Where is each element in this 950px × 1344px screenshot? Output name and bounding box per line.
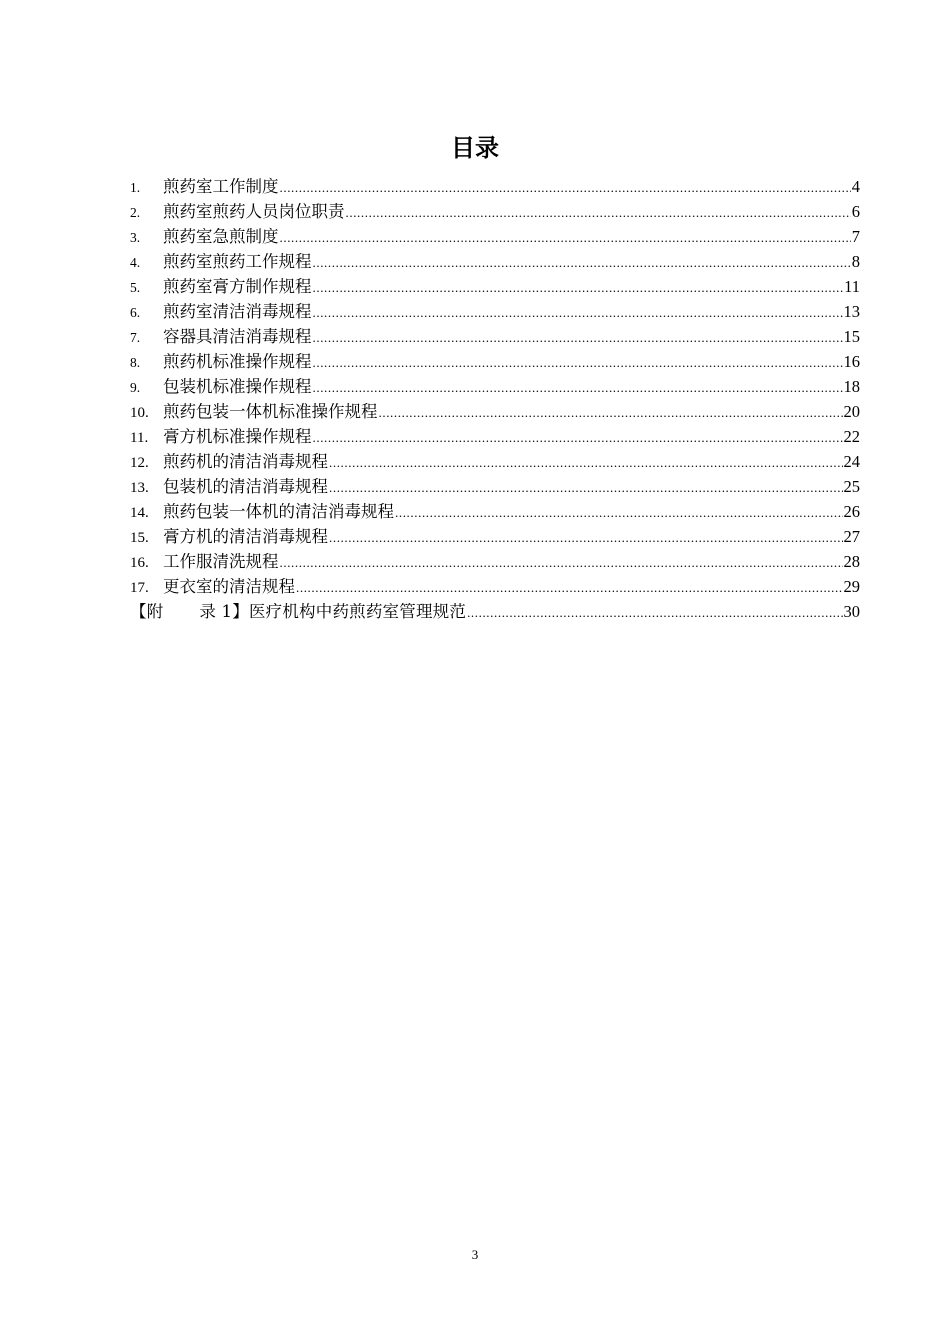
toc-entry-title: 煎药室煎药工作规程 — [163, 252, 312, 271]
toc-entry-page: 27 — [843, 527, 860, 546]
toc-dot-leader — [467, 600, 842, 625]
toc-entry-title: 煎药室清洁消毒规程 — [163, 302, 312, 321]
toc-entry-number: 3. — [130, 230, 141, 245]
toc-entry-title: 煎药室煎药人员岗位职责 — [163, 202, 345, 221]
toc-entry-number: 14. — [130, 505, 149, 521]
toc-dot-leader — [280, 550, 843, 575]
toc-entry[interactable] — [130, 374, 860, 399]
toc-entry-title: 煎药机的清洁消毒规程 — [163, 452, 328, 471]
toc-entry-number: 4. — [130, 255, 141, 270]
toc-entry-page: 26 — [843, 502, 860, 521]
page-number: 3 — [471, 1247, 479, 1262]
toc-entry-title: 包装机的清洁消毒规程 — [163, 477, 328, 496]
toc-entry-page: 29 — [843, 577, 860, 596]
toc-entry[interactable] — [130, 574, 860, 599]
toc-dot-leader — [346, 200, 851, 225]
toc-entry-page: 28 — [843, 552, 860, 571]
toc-entry-title: 膏方机标准操作规程 — [163, 427, 312, 446]
toc-list — [130, 174, 860, 624]
toc-entry-number: 10. — [130, 405, 149, 421]
toc-appendix-label: 录 1】医疗机构中药煎药室管理规范 — [199, 602, 467, 621]
toc-entry[interactable] — [130, 399, 860, 424]
toc-entry[interactable] — [130, 324, 860, 349]
toc-entry-number: 11. — [130, 430, 149, 446]
toc-entry-title: 包装机标准操作规程 — [163, 377, 312, 396]
toc-entry[interactable] — [130, 424, 860, 449]
toc-entry-number: 15. — [130, 530, 149, 546]
toc-dot-leader — [280, 175, 851, 200]
toc-dot-leader — [379, 400, 843, 425]
toc-entry[interactable] — [130, 349, 860, 374]
toc-entry[interactable] — [130, 199, 860, 224]
toc-dot-leader — [329, 475, 843, 500]
toc-entry-page: 16 — [843, 352, 860, 371]
toc-entry[interactable] — [130, 299, 860, 324]
toc-entry-number: 16. — [130, 555, 149, 571]
toc-entry[interactable] — [130, 474, 860, 499]
toc-entry-title: 容器具清洁消毒规程 — [163, 327, 312, 346]
toc-dot-leader — [395, 500, 843, 525]
toc-dot-leader — [329, 525, 843, 550]
toc-dot-leader — [313, 325, 843, 350]
toc-entry-page: 22 — [843, 427, 860, 446]
toc-entry-page: 30 — [843, 602, 860, 621]
toc-dot-leader — [280, 225, 851, 250]
toc-entry-number: 13. — [130, 480, 149, 496]
toc-appendix-prefix: 【附 — [130, 602, 164, 621]
toc-entry-page: 15 — [843, 327, 860, 346]
toc-entry-title: 煎药机标准操作规程 — [163, 352, 312, 371]
toc-entry-page: 24 — [843, 452, 860, 471]
toc-entry-page: 20 — [843, 402, 860, 421]
toc-dot-leader — [313, 250, 851, 275]
toc-entry-page: 7 — [851, 227, 860, 246]
toc-entry-number: 17. — [130, 580, 149, 596]
toc-entry[interactable] — [130, 524, 860, 549]
toc-entry-number: 8. — [130, 355, 141, 370]
toc-entry[interactable] — [130, 224, 860, 249]
toc-entry-title: 煎药室急煎制度 — [163, 227, 279, 246]
toc-entry-page: 6 — [851, 202, 860, 221]
toc-entry[interactable] — [130, 274, 860, 299]
toc-entry-page: 25 — [843, 477, 860, 496]
toc-entry-number: 6. — [130, 305, 141, 320]
toc-dot-leader — [313, 350, 843, 375]
toc-entry-number: 5. — [130, 280, 141, 295]
toc-entry-page: 18 — [843, 377, 860, 396]
toc-entry-title: 膏方机的清洁消毒规程 — [163, 527, 328, 546]
toc-dot-leader — [296, 575, 843, 600]
toc-dot-leader — [329, 450, 843, 475]
toc-entry-title: 煎药室膏方制作规程 — [163, 277, 312, 296]
toc-title: 目录 — [451, 134, 499, 162]
toc-entry-number: 7. — [130, 330, 141, 345]
toc-entry[interactable] — [130, 249, 860, 274]
toc-entry[interactable] — [130, 449, 860, 474]
toc-entry[interactable] — [130, 174, 860, 199]
toc-entry-appendix[interactable] — [130, 599, 860, 624]
toc-entry-title: 煎药室工作制度 — [163, 177, 279, 196]
toc-entry-title: 煎药包装一体机的清洁消毒规程 — [163, 502, 394, 521]
toc-entry-number: 9. — [130, 380, 141, 395]
toc-dot-leader — [313, 425, 843, 450]
toc-entry-page: 13 — [843, 302, 860, 321]
toc-appendix-title — [130, 599, 466, 624]
toc-entry-number: 1. — [130, 180, 141, 195]
toc-entry-title: 工作服清洗规程 — [163, 552, 279, 571]
toc-entry-page: 11 — [844, 277, 860, 296]
toc-entry[interactable] — [130, 499, 860, 524]
toc-entry-number: 12. — [130, 455, 149, 471]
toc-entry-title: 更衣室的清洁规程 — [163, 577, 295, 596]
toc-dot-leader — [313, 275, 844, 300]
toc-entry-title: 煎药包装一体机标准操作规程 — [163, 402, 378, 421]
toc-entry-number: 2. — [130, 205, 141, 220]
toc-entry-page: 8 — [851, 252, 860, 271]
toc-entry[interactable] — [130, 549, 860, 574]
toc-dot-leader — [313, 300, 843, 325]
toc-dot-leader — [313, 375, 843, 400]
toc-entry-page: 4 — [851, 177, 860, 196]
